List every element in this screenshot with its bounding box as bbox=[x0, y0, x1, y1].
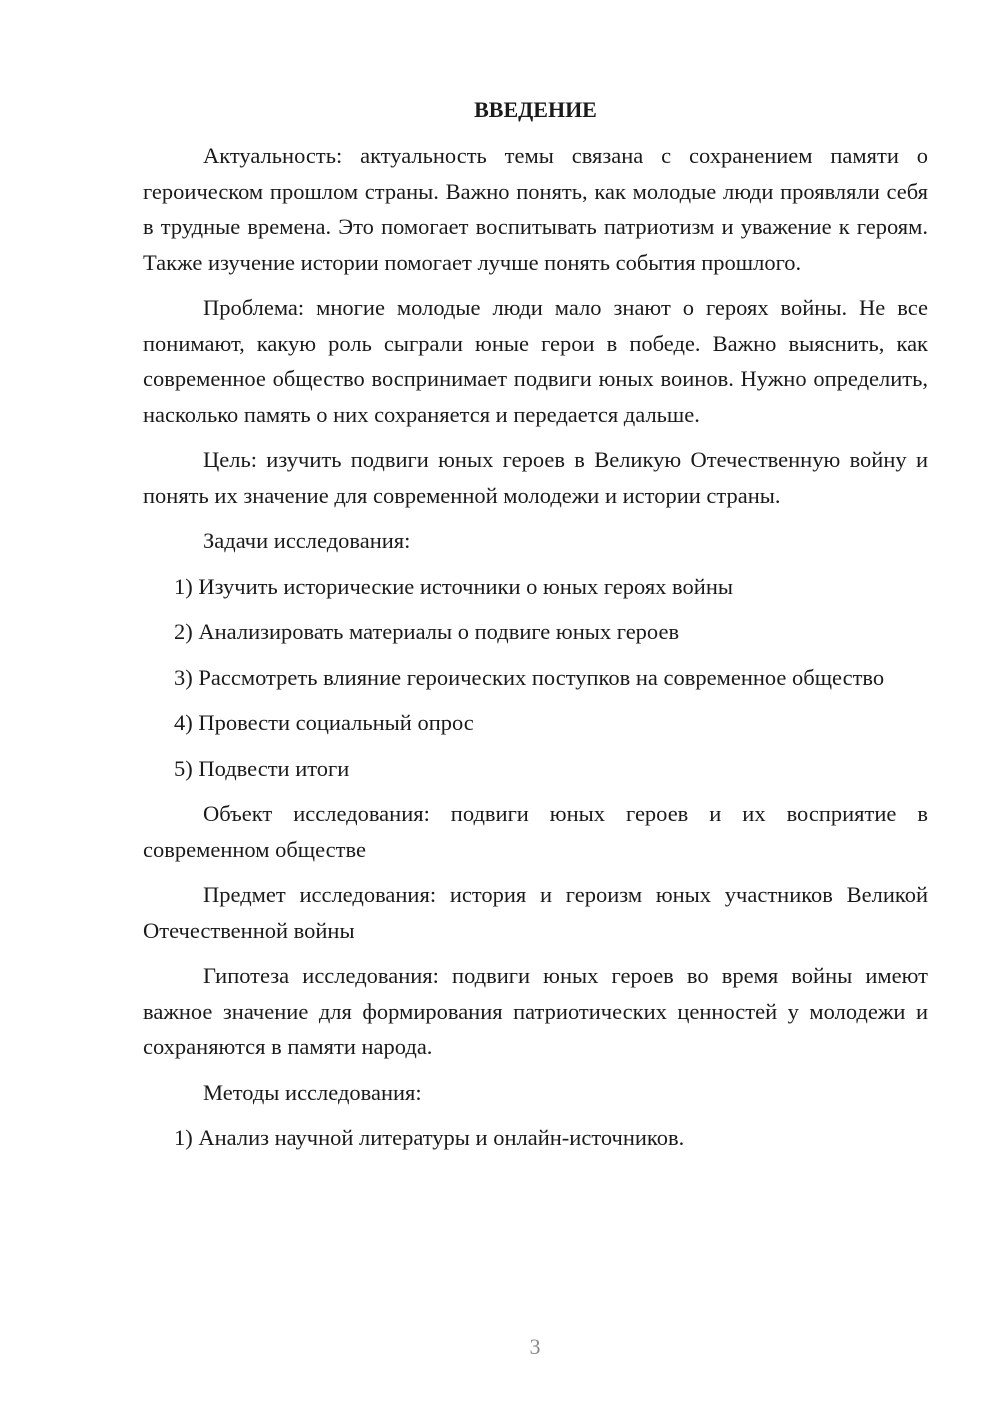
task-item-1: 1) Изучить исторические источники о юных героях войны bbox=[174, 573, 733, 599]
relevance-paragraph: Актуальность: актуальность темы связана с сохранением памяти о героическом прошлом страны. Важно понять, как молодые люди проявляли себя в трудные времена. Это помогает воспитывать патриотизм и уважение к героям. Также изучение истории помогает лучше понять события прошлого. bbox=[143, 143, 928, 275]
task-item-5: 5) Подвести итоги bbox=[174, 755, 350, 781]
tasks-label: Задачи исследования: bbox=[203, 528, 411, 553]
task-item-4: 4) Провести социальный опрос bbox=[174, 710, 474, 735]
goal-paragraph: Цель: изучить подвиги юных героев в Великую Отечественную войну и понять их значение для современной молодежи и истории страны. bbox=[143, 447, 928, 508]
task-item-3: 3) Рассмотреть влияние героических поступков на современное общество bbox=[174, 664, 885, 690]
methods-label: Методы исследования: bbox=[203, 1079, 422, 1105]
object-paragraph: Объект исследования: подвиги юных героев и их восприятие в современном обществе bbox=[143, 801, 928, 862]
document-page bbox=[143, 88, 928, 1166]
page-title: ВВЕДЕНИЕ bbox=[474, 97, 597, 122]
task-item-2: 2) Анализировать материалы о подвиге юных героев bbox=[174, 619, 680, 644]
hypothesis-paragraph: Гипотеза исследования: подвиги юных героев во время войны имеют важное значение для формирования патриотических ценностей у молодежи и сохраняются в памяти народа. bbox=[143, 963, 928, 1059]
problem-paragraph: Проблема: многие молодые люди мало знают о героях войны. Не все понимают, какую роль сыграли юные герои в победе. Важно выяснить, как современное общество воспринимает подвиги юных воинов. Нужно определить, насколько память о них сохраняется и передается дальше. bbox=[143, 295, 928, 427]
subject-paragraph: Предмет исследования: история и героизм юных участников Великой Отечественной войны bbox=[143, 882, 928, 943]
page-number: 3 bbox=[529, 1334, 541, 1359]
method-item-1: 1) Анализ научной литературы и онлайн-источников. bbox=[174, 1125, 685, 1150]
